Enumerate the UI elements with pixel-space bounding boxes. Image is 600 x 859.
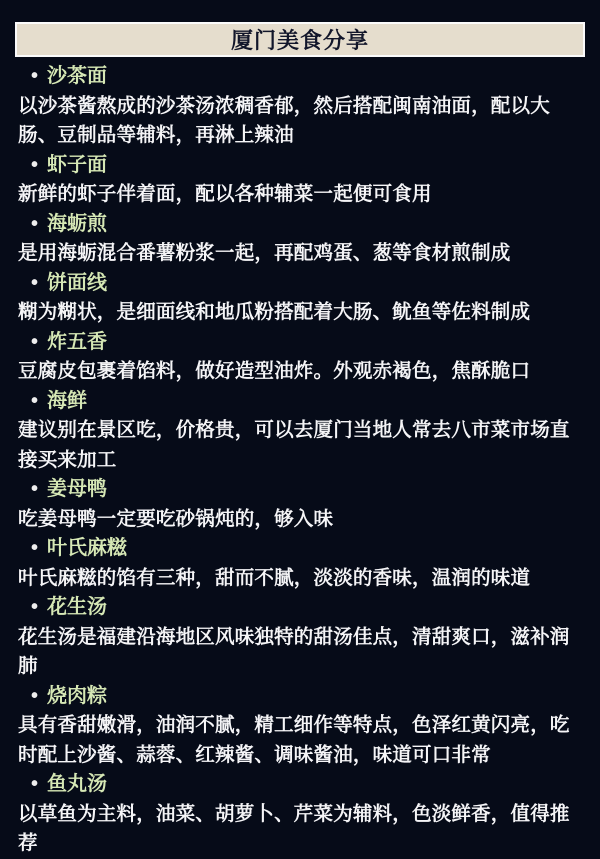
food-description: 建议别在景区吃，价格贵，可以去厦门当地人常去八市菜市场直接买来加工 bbox=[18, 419, 570, 471]
food-item-header bbox=[0, 593, 590, 623]
bullet-icon: • bbox=[31, 212, 39, 235]
food-description: 具有香甜嫩滑，油润不腻，精工细作等特点，色泽红黄闪亮，吃时配上沙酱、蒜蓉、红辣酱、调味酱油，味道可口非常 bbox=[18, 714, 570, 766]
food-item bbox=[0, 770, 590, 859]
food-item bbox=[0, 475, 590, 534]
food-item bbox=[0, 62, 590, 151]
food-item-header bbox=[0, 210, 590, 240]
food-item-header bbox=[0, 62, 590, 92]
bullet-icon: • bbox=[31, 773, 39, 795]
food-name: 花生汤 bbox=[47, 596, 108, 618]
food-name: 饼面线 bbox=[47, 271, 108, 294]
food-name: 海蛎煎 bbox=[47, 212, 108, 235]
food-item-header bbox=[0, 387, 590, 417]
food-name: 姜母鸭 bbox=[47, 478, 108, 500]
food-item-header bbox=[0, 682, 590, 712]
bullet-icon: • bbox=[31, 65, 39, 87]
food-item-header bbox=[0, 328, 590, 358]
page-title: 厦门美食分享 bbox=[230, 28, 369, 53]
food-item-header bbox=[0, 475, 590, 505]
food-name: 海鲜 bbox=[47, 389, 88, 412]
food-item bbox=[0, 593, 590, 682]
food-description: 糊为糊状，是细面线和地瓜粉搭配着大肠、鱿鱼等佐料制成 bbox=[18, 301, 531, 323]
food-name: 烧肉粽 bbox=[47, 684, 108, 707]
bullet-icon: • bbox=[31, 596, 39, 618]
food-item-header bbox=[0, 269, 590, 299]
bullet-icon: • bbox=[31, 153, 39, 176]
food-description: 豆腐皮包裹着馅料，做好造型油炸。外观赤褐色，焦酥脆口 bbox=[18, 360, 531, 382]
food-description: 是用海蛎混合番薯粉浆一起，再配鸡蛋、葱等食材煎制成 bbox=[18, 242, 511, 264]
food-item-header bbox=[0, 770, 590, 800]
bullet-icon: • bbox=[31, 684, 39, 707]
food-item bbox=[0, 534, 590, 593]
bullet-icon: • bbox=[31, 537, 39, 559]
bullet-icon: • bbox=[31, 330, 39, 353]
bullet-icon: • bbox=[31, 271, 39, 294]
food-description: 花生汤是福建沿海地区风味独特的甜汤佳点，清甜爽口，滋补润肺 bbox=[18, 625, 570, 677]
food-description: 叶氏麻糍的馅有三种，甜而不腻，淡淡的香味，温润的味道 bbox=[18, 566, 531, 589]
food-item bbox=[0, 328, 590, 387]
food-item bbox=[0, 682, 590, 771]
food-description: 吃姜母鸭一定要吃砂锅炖的，够入味 bbox=[18, 507, 334, 530]
food-item bbox=[0, 151, 590, 210]
food-name: 虾子面 bbox=[47, 153, 108, 176]
food-name: 沙茶面 bbox=[47, 65, 108, 87]
bullet-icon: • bbox=[31, 478, 39, 500]
page-title-bar bbox=[15, 22, 585, 57]
food-item bbox=[0, 387, 590, 476]
food-list bbox=[0, 62, 600, 859]
food-name: 鱼丸汤 bbox=[47, 773, 108, 795]
food-item-header bbox=[0, 534, 590, 564]
food-description: 以沙茶酱熬成的沙茶汤浓稠香郁，然后搭配闽南油面，配以大肠、豆制品等辅料，再淋上辣油 bbox=[18, 94, 550, 146]
food-item-header bbox=[0, 151, 590, 181]
food-description: 新鲜的虾子伴着面，配以各种辅菜一起便可食用 bbox=[18, 183, 432, 205]
food-item bbox=[0, 269, 590, 328]
food-name: 炸五香 bbox=[47, 330, 108, 353]
food-name: 叶氏麻糍 bbox=[47, 537, 128, 559]
food-item bbox=[0, 210, 590, 269]
food-description: 以草鱼为主料，油菜、胡萝卜、芹菜为辅料，色淡鲜香，值得推荐 bbox=[18, 802, 570, 854]
bullet-icon: • bbox=[31, 389, 39, 412]
